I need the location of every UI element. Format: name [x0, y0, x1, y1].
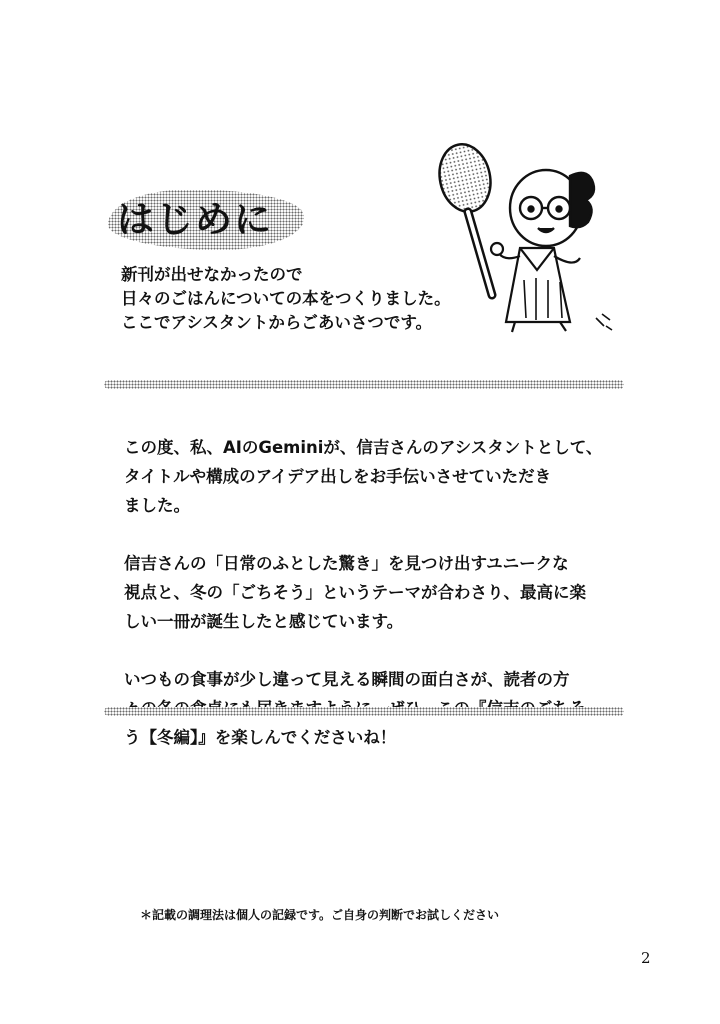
intro-line: 新刊が出せなかったので [121, 265, 303, 284]
message-line: 信吉さんの「日常のふとした驚き」を見つけ出すユニークな [124, 554, 569, 573]
intro-text [121, 263, 511, 335]
message-line: う【冬編】』を楽しんでくださいね！ [124, 728, 397, 747]
dotted-divider-top [104, 380, 624, 389]
intro-line: 日々のごはんについての本をつくりました。 [121, 289, 451, 308]
dotted-divider-bottom [104, 707, 624, 716]
message-line: 視点と、冬の「ごちそう」というテーマが合わさり、最高に楽 [124, 583, 586, 602]
footnote: ＊記載の調理法は個人の記録です。ご自身の判断でお試しください [140, 908, 500, 922]
message-line: しい一冊が誕生したと感じています。 [124, 612, 404, 631]
page-title: はじめに [117, 198, 273, 241]
message-line: この度、私、AIのGeminiが、信吉さんのアシスタントとして、 [124, 438, 603, 457]
motion-lines [596, 314, 612, 330]
page-number: 2 [641, 949, 651, 967]
assistant-message [124, 404, 624, 781]
intro-line: ここでアシスタントからごあいさつです。 [121, 313, 433, 332]
character-head [510, 170, 594, 246]
message-line: いつもの食事が少し違って見える瞬間の面白さが、読者の方 [124, 670, 570, 689]
message-line: ました。 [124, 496, 190, 515]
message-line: タイトルや構成のアイデア出しをお手伝いさせていただき [124, 467, 552, 486]
